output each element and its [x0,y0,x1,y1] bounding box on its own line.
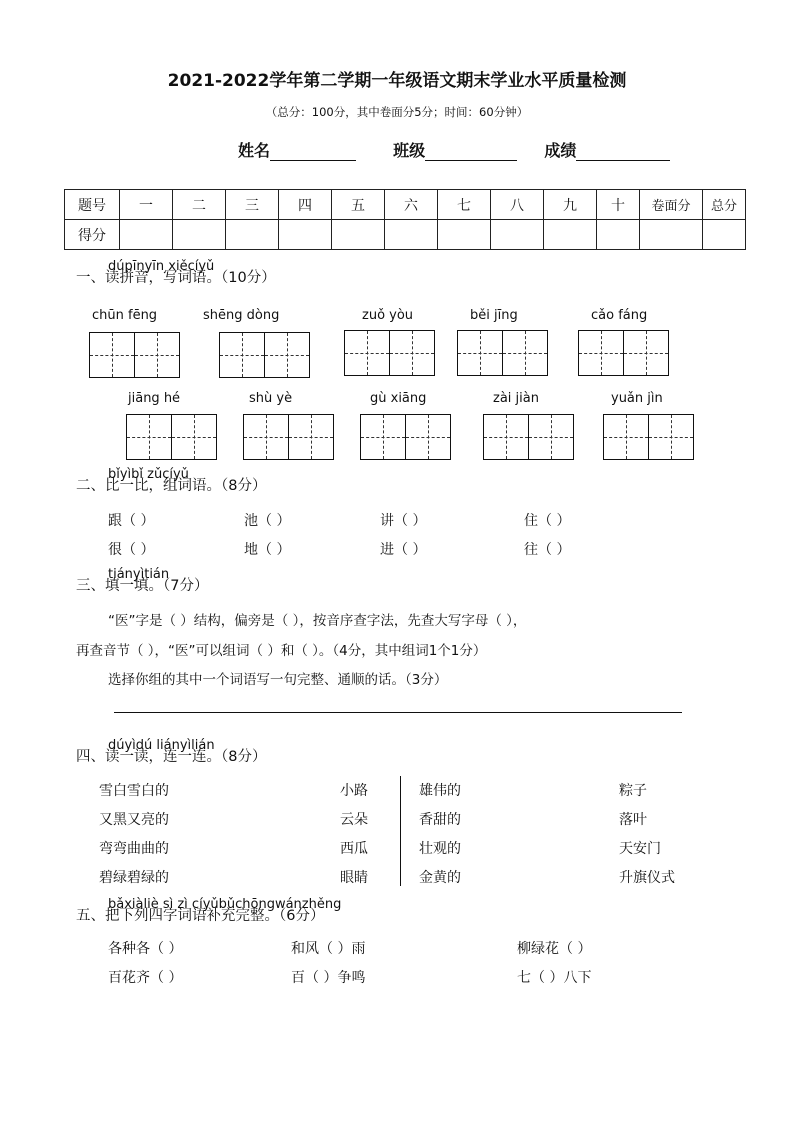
tianzige-box[interactable] [457,330,548,376]
score-table [64,189,746,250]
table-cell: 十 [597,190,640,220]
idiom-item: 七（ ）八下 [517,970,592,986]
compare-item: 很（ ） [108,542,155,558]
tianzige-box[interactable] [344,330,435,376]
pinyin-label: shù yè [249,391,293,406]
tianzige-box[interactable] [89,332,180,378]
match-item[interactable]: 小路 [340,783,368,799]
table-cell: 四 [279,190,332,220]
table-cell: 六 [385,190,438,220]
pinyin-label: cǎo fáng [591,308,648,323]
section4-heading: 四、读一读，连一连。（8分） [76,749,267,765]
match-item[interactable]: 升旗仪式 [619,870,675,886]
name-field[interactable] [270,144,356,161]
pinyin-label: chūn fēng [92,308,158,323]
score-cell[interactable] [544,220,597,250]
tianzige-box[interactable] [219,332,310,378]
name-label: 姓名 [238,141,271,160]
section4-pinyin: dúyìdú liányìlián [108,738,215,753]
pinyin-label: zài jiàn [493,391,539,406]
match-item[interactable]: 西瓜 [340,841,368,857]
match-item[interactable]: 又黑又亮的 [99,812,169,828]
score-cell[interactable] [279,220,332,250]
table-cell: 题号 [65,190,120,220]
pinyin-label: gù xiāng [370,391,427,406]
score-cell[interactable] [332,220,385,250]
pinyin-label: yuǎn jìn [611,391,663,406]
score-cell[interactable] [438,220,491,250]
section5-pinyin: bǎxiàliè sì zì cíyǔbǔchōngwánzhěng [108,897,342,912]
match-item[interactable]: 雪白雪白的 [99,783,169,799]
table-cell: 总分 [703,190,746,220]
section3-heading: 三、填一填。（7分） [76,578,209,594]
page-subtitle: （总分：100分，其中卷面分5分；时间：60分钟） [265,105,529,119]
page-title: 2021-2022学年第二学期一年级语文期末学业水平质量检测 [167,71,627,91]
match-item[interactable]: 落叶 [619,812,647,828]
compare-item: 跟（ ） [108,513,155,529]
table-cell: 九 [544,190,597,220]
compare-item: 进（ ） [380,542,427,558]
table-cell: 五 [332,190,385,220]
match-item[interactable]: 弯弯曲曲的 [99,841,169,857]
match-item[interactable]: 眼睛 [340,870,368,886]
section2-heading: 二、比一比，组词语。（8分） [76,478,267,494]
table-cell: 一 [120,190,173,220]
match-item[interactable]: 粽子 [619,783,647,799]
tianzige-box[interactable] [360,414,451,460]
class-field[interactable] [425,144,517,161]
match-item[interactable]: 壮观的 [419,841,461,857]
match-item[interactable]: 香甜的 [419,812,461,828]
pinyin-label: zuǒ yòu [362,308,414,323]
fill-question-line1: “医”字是（ ）结构，偏旁是（ ），按音序查字法，先查大写字母（ ）， [108,613,527,629]
section1-pinyin: dúpīnyīn xiěcíyǔ [108,259,215,274]
tianzige-box[interactable] [126,414,217,460]
pinyin-label: běi jīng [470,308,518,323]
score-cell[interactable] [640,220,703,250]
answer-line[interactable] [114,712,682,713]
table-cell: 七 [438,190,491,220]
table-cell: 八 [491,190,544,220]
compare-item: 住（ ） [524,513,571,529]
table-cell: 三 [226,190,279,220]
section3-pinyin: tiányìtián [108,567,170,582]
section1-heading: 一、读拼音，写词语。（10分） [76,270,276,286]
score-cell[interactable] [120,220,173,250]
compare-item: 地（ ） [244,542,291,558]
student-info-row [238,138,670,161]
section2-pinyin: bǐyìbǐ zǔcíyǔ [108,467,189,482]
score-field[interactable] [576,144,670,161]
score-cell[interactable] [226,220,279,250]
table-cell: 得分 [65,220,120,250]
match-item[interactable]: 碧绿碧绿的 [99,870,169,886]
section5-heading: 五、把下列四字词语补充完整。（6分） [76,908,325,924]
score-cell[interactable] [597,220,640,250]
idiom-item: 柳绿花（ ） [517,941,592,957]
score-cell[interactable] [173,220,226,250]
fill-question-line3: 选择你组的其中一个词语写一句完整、通顺的话。（3分） [108,672,448,688]
match-item[interactable]: 雄伟的 [419,783,461,799]
score-table-score-row [65,220,746,250]
idiom-item: 和风（ ）雨 [291,941,366,957]
compare-item: 讲（ ） [380,513,427,529]
table-cell: 二 [173,190,226,220]
pinyin-label: shēng dòng [203,308,280,323]
column-divider [400,776,401,886]
score-cell[interactable] [491,220,544,250]
table-cell: 卷面分 [640,190,703,220]
tianzige-box[interactable] [243,414,334,460]
class-label: 班级 [393,141,426,160]
match-item[interactable]: 云朵 [340,812,368,828]
score-cell[interactable] [385,220,438,250]
score-cell[interactable] [703,220,746,250]
tianzige-box[interactable] [603,414,694,460]
idiom-item: 各种各（ ） [108,941,183,957]
score-label: 成绩 [544,141,577,160]
score-table-header-row [65,190,746,220]
pinyin-label: jiāng hé [128,391,181,406]
match-item[interactable]: 天安门 [619,841,661,857]
idiom-item: 百（ ）争鸣 [291,970,366,986]
tianzige-box[interactable] [578,330,669,376]
tianzige-box[interactable] [483,414,574,460]
match-item[interactable]: 金黄的 [419,870,461,886]
compare-item: 池（ ） [244,513,291,529]
idiom-item: 百花齐（ ） [108,970,183,986]
compare-item: 往（ ） [524,542,571,558]
fill-question-line2: 再查音节（ ），“医”可以组词（ ）和（ ）。（4分，其中组词1个1分） [76,643,487,659]
